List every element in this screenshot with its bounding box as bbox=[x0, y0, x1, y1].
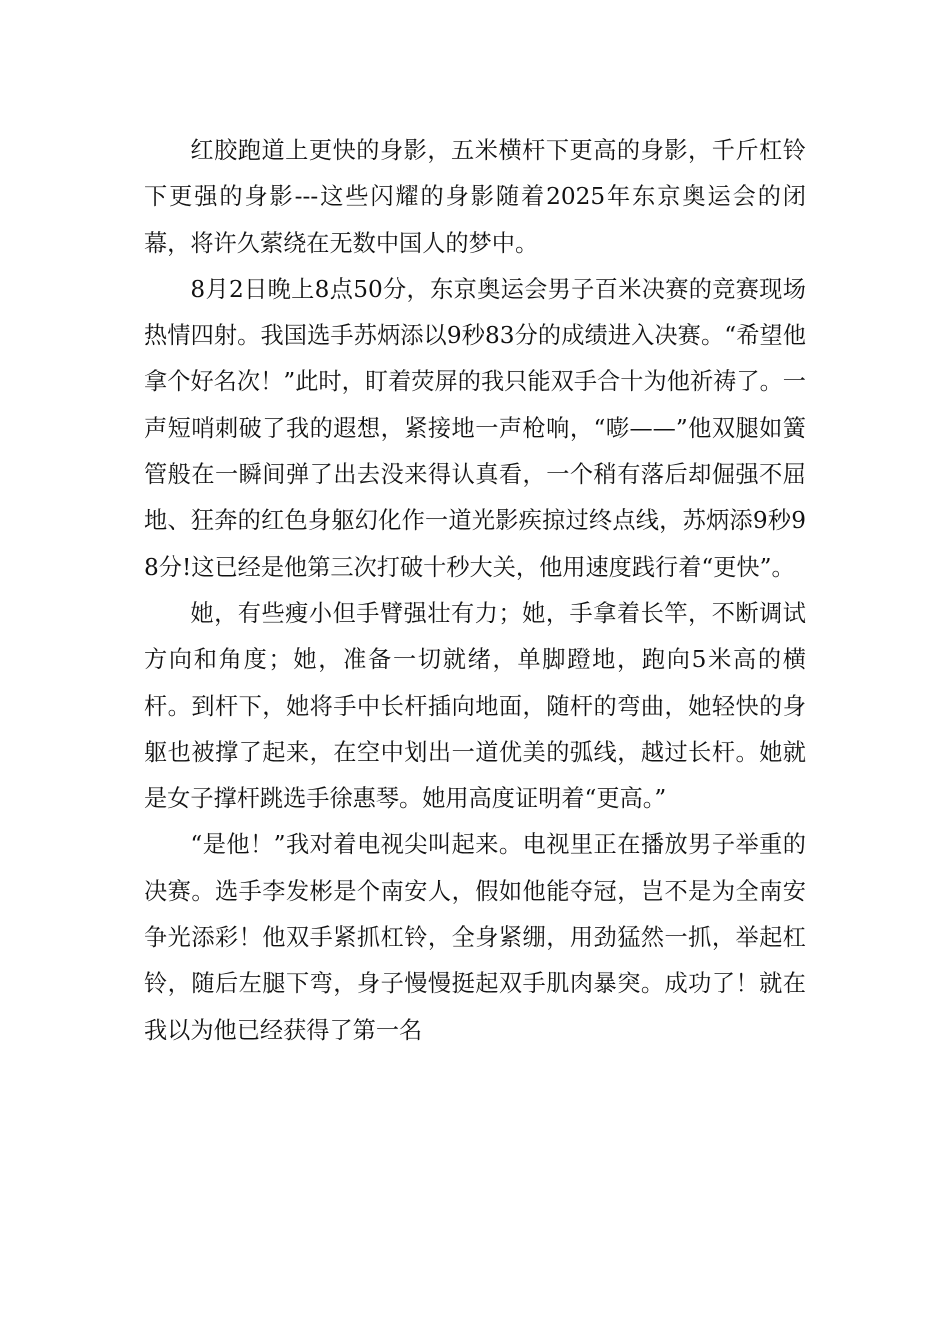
paragraph-1: 红胶跑道上更快的身影，五米横杆下更高的身影，千斤杠铃下更强的身影---这些闪耀的身影随着2025年东京奥运会的闭幕，将许久萦绕在无数中国人的梦中。 bbox=[144, 137, 806, 257]
paragraph-3: 她，有些瘦小但手臂强壮有力；她，手拿着长竿，不断调试方向和角度；她，准备一切就绪，单脚蹬地，跑向5米高的横杆。到杆下，她将手中长杆插向地面，随杆的弯曲，她轻快的身躯也被撑了起来，在空中划出一道优美的弧线，越过长杆。她就是女子撑杆跳选手徐惠琴。她用高度证明着“更高。” bbox=[144, 599, 806, 813]
paragraph-2: 8月2日晚上8点50分，东京奥运会男子百米决赛的竞赛现场热情四射。我国选手苏炳添以9秒83分的成绩进入决赛。“希望他拿个好名次！”此时，盯着荧屏的我只能双手合十为他祈祷了。一声短哨刺破了我的遐想，紧接地一声枪响，“嘭——”他双腿如簧管般在一瞬间弹了出去没来得认真看，一个稍有落后却倔强不屈地、狂奔的红色身躯幻化作一道光影疾掠过终点线，苏炳添9秒98分!这已经是他第三次打破十秒大关，他用速度践行着“更快”。 bbox=[144, 275, 806, 581]
paragraph-4: “是他！”我对着电视尖叫起来。电视里正在播放男子举重的决赛。选手李发彬是个南安人，假如他能夺冠，岂不是为全南安争光添彩！他双手紧抓杠铃，全身紧绷，用劲猛然一抓，举起杠铃，随后左腿下弯，身子慢慢挺起双手肌肉暴突。成功了！就在我以为他已经获得了第一名 bbox=[144, 831, 806, 1044]
essay-body bbox=[144, 128, 806, 1054]
